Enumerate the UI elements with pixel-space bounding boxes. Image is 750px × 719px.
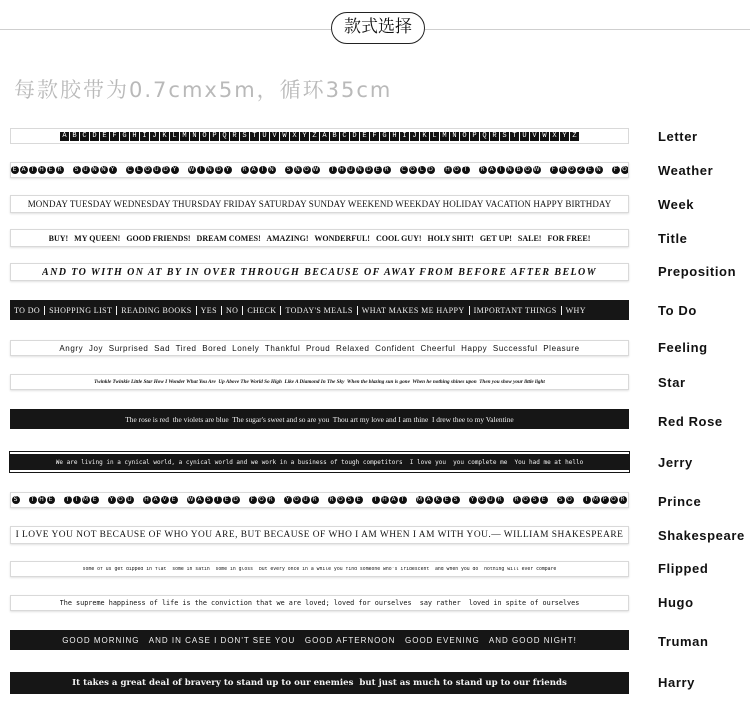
- letter-chip: S: [500, 132, 509, 141]
- circle-letter: K: [434, 496, 442, 504]
- circle-letter: S: [205, 496, 213, 504]
- label-week: Week: [658, 197, 695, 212]
- circle-letter: I: [583, 496, 591, 504]
- label-shakespeare: Shakespeare: [658, 528, 745, 543]
- tape-preposition-text: AND TO WITH ON AT BY IN OVER THROUGH BECAUSE OF AWAY FROM BEFORE AFTER BELOW: [42, 266, 597, 278]
- circle-letter: A: [426, 496, 431, 503]
- circle-letter: S: [73, 166, 81, 174]
- circle-letter: H: [39, 166, 44, 173]
- circle-letter: E: [540, 496, 548, 504]
- circle-letter: U: [348, 166, 353, 173]
- letter-chip: A: [60, 132, 69, 141]
- circle-letter: [10, 496, 11, 504]
- tape-prince[interactable]: [10, 492, 629, 508]
- label-flipped: Flipped: [658, 561, 709, 576]
- circle-letter: Z: [578, 166, 583, 173]
- tape-week-text: MONDAY TUESDAY WEDNESDAY THURSDAY FRIDAY SATURDAY SUNDAY WEEKEND WEEKDAY HOLIDAY VACATION HAPPY BIRTHDAY: [27, 199, 612, 209]
- circle-letter: O: [259, 496, 264, 503]
- tape-spec-text: 每款胶带为0.7cmx5m，循环35cm: [14, 78, 393, 102]
- tape-harry-text: It takes a great deal of bravery to stand up to our enemies but just as much to stand up to our friends: [72, 678, 567, 688]
- tape-hugo-text: The supreme happiness of life is the conviction that we are loved; loved for ourselves say rather loved in spite of ourselves: [59, 599, 580, 607]
- letter-chip: A: [320, 132, 329, 141]
- circle-letter: W: [188, 166, 195, 173]
- circle-letter: T: [64, 496, 72, 504]
- circle-letter: T: [399, 496, 407, 504]
- tape-letter[interactable]: [10, 128, 629, 144]
- circle-letter: U: [127, 496, 132, 503]
- circle-letter: L: [418, 166, 426, 174]
- circle-letter: O: [145, 166, 150, 173]
- circle-letter: I: [497, 166, 505, 174]
- tape-title-text: BUY! MY QUEEN! GOOD FRIENDS! DREAM COMES! AMAZING! WONDERFUL! COOL GUY! HOLY SHIT! GET UP! SALE! FOR FREE!: [48, 233, 591, 243]
- tape-jerry[interactable]: [10, 452, 629, 472]
- letter-chip: H: [390, 132, 399, 141]
- letter-chip: Z: [310, 132, 319, 141]
- circle-letter: A: [197, 496, 202, 503]
- circle-letter: N: [92, 166, 97, 173]
- letter-chip: N: [190, 132, 199, 141]
- circle-letter: O: [454, 166, 459, 173]
- letter-chip: J: [410, 132, 419, 141]
- circle-letter: M: [82, 496, 89, 503]
- letter-chip: D: [90, 132, 99, 141]
- circle-letter: B: [516, 166, 521, 173]
- circle-letter: W: [533, 166, 540, 173]
- circle-letter: H: [39, 496, 44, 503]
- letter-chip: T: [510, 132, 519, 141]
- circle-letter: S: [557, 496, 565, 504]
- letter-chip: L: [170, 132, 179, 141]
- circle-letter: O: [338, 496, 343, 503]
- circle-letter: O: [479, 496, 484, 503]
- circle-letter: R: [57, 166, 62, 173]
- todo-segment: IMPORTANT THINGS: [470, 306, 562, 315]
- circle-letter: R: [480, 166, 485, 173]
- letter-chip: W: [540, 132, 549, 141]
- circle-letter: U: [488, 496, 493, 503]
- label-star: Star: [658, 375, 686, 390]
- letter-chip: U: [260, 132, 269, 141]
- tape-hugo[interactable]: [10, 595, 629, 611]
- letter-chips: [60, 132, 579, 141]
- circle-letter: S: [531, 496, 539, 504]
- circle-letter: L: [135, 166, 143, 174]
- circle-letter: Y: [109, 166, 117, 174]
- circle-letter: N: [269, 166, 274, 173]
- circle-letter: R: [497, 496, 502, 503]
- letter-chip: I: [400, 132, 409, 141]
- circle-letter: C: [127, 166, 132, 173]
- circle-letter: E: [91, 496, 99, 504]
- circle-letter: M: [416, 496, 423, 503]
- letter-chip: Q: [480, 132, 489, 141]
- todo-segment: WHAT MAKES ME HAPPY: [358, 306, 470, 315]
- letter-chip: R: [490, 132, 499, 141]
- label-title: Title: [658, 231, 688, 246]
- circle-letter: R: [620, 496, 625, 503]
- letter-chip: R: [230, 132, 239, 141]
- todo-segment: TODAY'S MEALS: [281, 306, 357, 315]
- circle-letter: A: [251, 166, 256, 173]
- circle-letter: D: [233, 496, 238, 503]
- tape-todo[interactable]: [10, 300, 629, 320]
- tape-star-text: Twinkle Twinkle Little Star How I Wonder What You Are Up Above The World So High Like A Diamond In The Sky When the blazing sun is gone When he nothing shines upon Then you show your little light: [94, 379, 545, 385]
- prince-circles: [10, 496, 629, 504]
- circle-letter: I: [259, 166, 267, 174]
- circle-letter: D: [216, 166, 221, 173]
- tape-weather[interactable]: [10, 162, 629, 178]
- letter-chip: V: [530, 132, 539, 141]
- circle-letter: T: [29, 496, 37, 504]
- circle-letter: N: [596, 166, 601, 173]
- circle-letter: P: [601, 496, 609, 504]
- circle-letter: Y: [108, 496, 116, 504]
- circle-letter: H: [382, 496, 387, 503]
- todo-segment: TO DO: [10, 306, 45, 315]
- circle-letter: T: [372, 496, 380, 504]
- circle-letter: O: [622, 166, 627, 173]
- letter-chip: K: [420, 132, 429, 141]
- letter-chip: X: [550, 132, 559, 141]
- letter-chip: G: [120, 132, 129, 141]
- letter-chip: B: [330, 132, 339, 141]
- letter-chip: N: [450, 132, 459, 141]
- circle-letter: I: [73, 496, 81, 504]
- circle-letter: [628, 496, 630, 504]
- circle-letter: E: [47, 166, 55, 174]
- letter-chip: M: [440, 132, 449, 141]
- letter-chip: O: [460, 132, 469, 141]
- circle-letter: A: [21, 166, 26, 173]
- circle-letter: M: [592, 496, 599, 503]
- circle-letter: U: [303, 496, 308, 503]
- circle-letter: N: [101, 166, 106, 173]
- circle-letter: R: [514, 496, 519, 503]
- letter-chip: Q: [220, 132, 229, 141]
- circle-letter: H: [445, 166, 450, 173]
- label-preposition: Preposition: [658, 264, 737, 279]
- circle-letter: E: [170, 496, 178, 504]
- circle-letter: F: [550, 166, 558, 174]
- letter-chip: O: [200, 132, 209, 141]
- label-feeling: Feeling: [658, 340, 708, 355]
- circle-letter: N: [295, 166, 300, 173]
- todo-segment: WHY: [565, 305, 586, 315]
- label-red-rose: Red Rose: [658, 414, 723, 429]
- circle-letter: A: [391, 496, 396, 503]
- todo-segment: SHOPPING LIST: [45, 306, 117, 315]
- letter-chip: P: [210, 132, 219, 141]
- label-prince: Prince: [658, 494, 702, 509]
- tape-title[interactable]: [10, 229, 629, 247]
- todo-segment: NO: [222, 306, 243, 315]
- tape-red-rose-text: The rose is red the violets are blue The sugar's sweet and so are you Thou art my love and I am thine I drew thee to my Valentine: [125, 414, 514, 424]
- letter-chip: G: [380, 132, 389, 141]
- letter-chip: U: [520, 132, 529, 141]
- letter-chip: V: [270, 132, 279, 141]
- circle-letter: E: [586, 166, 594, 174]
- tape-week[interactable]: [10, 195, 629, 213]
- circle-letter: N: [357, 166, 362, 173]
- letter-chip: B: [70, 132, 79, 141]
- circle-letter: O: [118, 496, 123, 503]
- circle-letter: I: [197, 166, 205, 174]
- circle-letter: A: [153, 496, 158, 503]
- circle-letter: W: [312, 166, 319, 173]
- letter-chip: M: [180, 132, 189, 141]
- letter-chip: Y: [300, 132, 309, 141]
- label-truman: Truman: [658, 634, 709, 649]
- circle-letter: E: [374, 166, 382, 174]
- circle-letter: D: [163, 166, 168, 173]
- circle-letter: Y: [224, 166, 232, 174]
- tape-shakespeare-text: I LOVE YOU NOT BECAUSE OF WHO YOU ARE, BUT BECAUSE OF WHO I AM WHEN I AM WITH YOU.— WILLIAM SHAKESPEARE: [15, 530, 624, 540]
- weather-circles: [10, 166, 629, 174]
- circle-letter: O: [410, 166, 415, 173]
- circle-letter: T: [214, 496, 222, 504]
- letter-chip: Y: [560, 132, 569, 141]
- todo-segment: CHECK: [243, 306, 281, 315]
- tape-shakespeare[interactable]: [10, 526, 629, 544]
- letter-chip: S: [240, 132, 249, 141]
- circle-letter: O: [525, 166, 530, 173]
- circle-letter: Y: [469, 496, 477, 504]
- letter-chip: I: [140, 132, 149, 141]
- letter-chip: F: [370, 132, 379, 141]
- circle-letter: C: [401, 166, 406, 173]
- circle-letter: R: [268, 496, 273, 503]
- tape-red-rose[interactable]: [10, 409, 629, 429]
- circle-letter: O: [304, 166, 309, 173]
- letter-chip: X: [290, 132, 299, 141]
- letter-chip: C: [80, 132, 89, 141]
- circle-letter: F: [612, 166, 620, 174]
- circle-letter: T: [29, 166, 37, 174]
- tape-flipped[interactable]: [10, 561, 629, 577]
- circle-letter: R: [312, 496, 317, 503]
- circle-letter: H: [144, 496, 149, 503]
- tape-truman-text: GOOD MORNING AND IN CASE I DON'T SEE YOU GOOD AFTERNOON GOOD EVENING AND GOOD NIGHT!: [62, 635, 577, 645]
- circle-letter: H: [339, 166, 344, 173]
- letter-chip: K: [160, 132, 169, 141]
- tape-preposition[interactable]: [10, 263, 629, 281]
- circle-letter: N: [507, 166, 512, 173]
- header-line-left: [0, 29, 331, 30]
- circle-letter: U: [154, 166, 159, 173]
- circle-letter: D: [366, 166, 371, 173]
- circle-letter: S: [452, 496, 460, 504]
- label-letter: Letter: [658, 129, 698, 144]
- circle-letter: Y: [284, 496, 292, 504]
- circle-letter: E: [355, 496, 363, 504]
- letter-chip: T: [250, 132, 259, 141]
- letter-chip: J: [150, 132, 159, 141]
- letter-chip: H: [130, 132, 139, 141]
- circle-letter: O: [294, 496, 299, 503]
- todo-segment: READING BOOKS: [117, 306, 196, 315]
- tape-feeling-text: Angry Joy Surprised Sad Tired Bored Lonely Thankful Proud Relaxed Confident Cheerful Happy Successful Pleasure: [59, 343, 580, 353]
- circle-letter: S: [12, 496, 20, 504]
- label-jerry: Jerry: [658, 455, 693, 470]
- circle-letter: Y: [171, 166, 179, 174]
- label-harry: Harry: [658, 675, 695, 690]
- circle-letter: S: [346, 496, 354, 504]
- style-selection-badge: 款式选择: [331, 12, 425, 44]
- circle-letter: D: [428, 166, 433, 173]
- circle-letter: E: [223, 496, 231, 504]
- todo-segments: [10, 306, 590, 315]
- circle-letter: E: [11, 166, 19, 174]
- circle-letter: A: [489, 166, 494, 173]
- circle-letter: R: [242, 166, 247, 173]
- circle-letter: W: [187, 496, 194, 503]
- circle-letter: O: [567, 496, 572, 503]
- label-weather: Weather: [658, 163, 714, 178]
- circle-letter: O: [523, 496, 528, 503]
- tape-truman[interactable]: [10, 630, 629, 650]
- circle-letter: S: [285, 166, 293, 174]
- tape-harry[interactable]: [10, 672, 629, 694]
- label-hugo: Hugo: [658, 595, 694, 610]
- circle-letter: R: [329, 496, 334, 503]
- tape-star[interactable]: [10, 374, 629, 390]
- letter-chip: D: [350, 132, 359, 141]
- letter-chip: C: [340, 132, 349, 141]
- circle-letter: N: [207, 166, 212, 173]
- circle-letter: R: [384, 166, 389, 173]
- todo-segment: YES: [197, 306, 222, 315]
- circle-letter: T: [329, 166, 337, 174]
- circle-letter: R: [560, 166, 565, 173]
- label-todo: To Do: [658, 303, 697, 318]
- letter-chip: P: [470, 132, 479, 141]
- circle-letter: T: [462, 166, 470, 174]
- tape-feeling[interactable]: [10, 340, 629, 356]
- circle-letter: U: [83, 166, 88, 173]
- letter-chip: F: [110, 132, 119, 141]
- letter-chip: E: [100, 132, 109, 141]
- circle-letter: O: [569, 166, 574, 173]
- letter-chip: L: [430, 132, 439, 141]
- header-line-right: [425, 29, 750, 30]
- circle-letter: E: [443, 496, 451, 504]
- tape-flipped-text: some of us get dipped in flat some in satin some in gloss but every once in a while you find someone who's iridescent and when you do nothing will ever compare: [82, 566, 557, 572]
- letter-chip: W: [280, 132, 289, 141]
- circle-letter: F: [249, 496, 257, 504]
- circle-letter: V: [162, 496, 167, 503]
- letter-chip: Z: [570, 132, 579, 141]
- circle-letter: O: [611, 496, 616, 503]
- tape-jerry-text: We are living in a cynical world, a cynical world and we work in a business of tough competitors I love you you complete me You had me at hello: [55, 458, 584, 466]
- circle-letter: E: [47, 496, 55, 504]
- letter-chip: E: [360, 132, 369, 141]
